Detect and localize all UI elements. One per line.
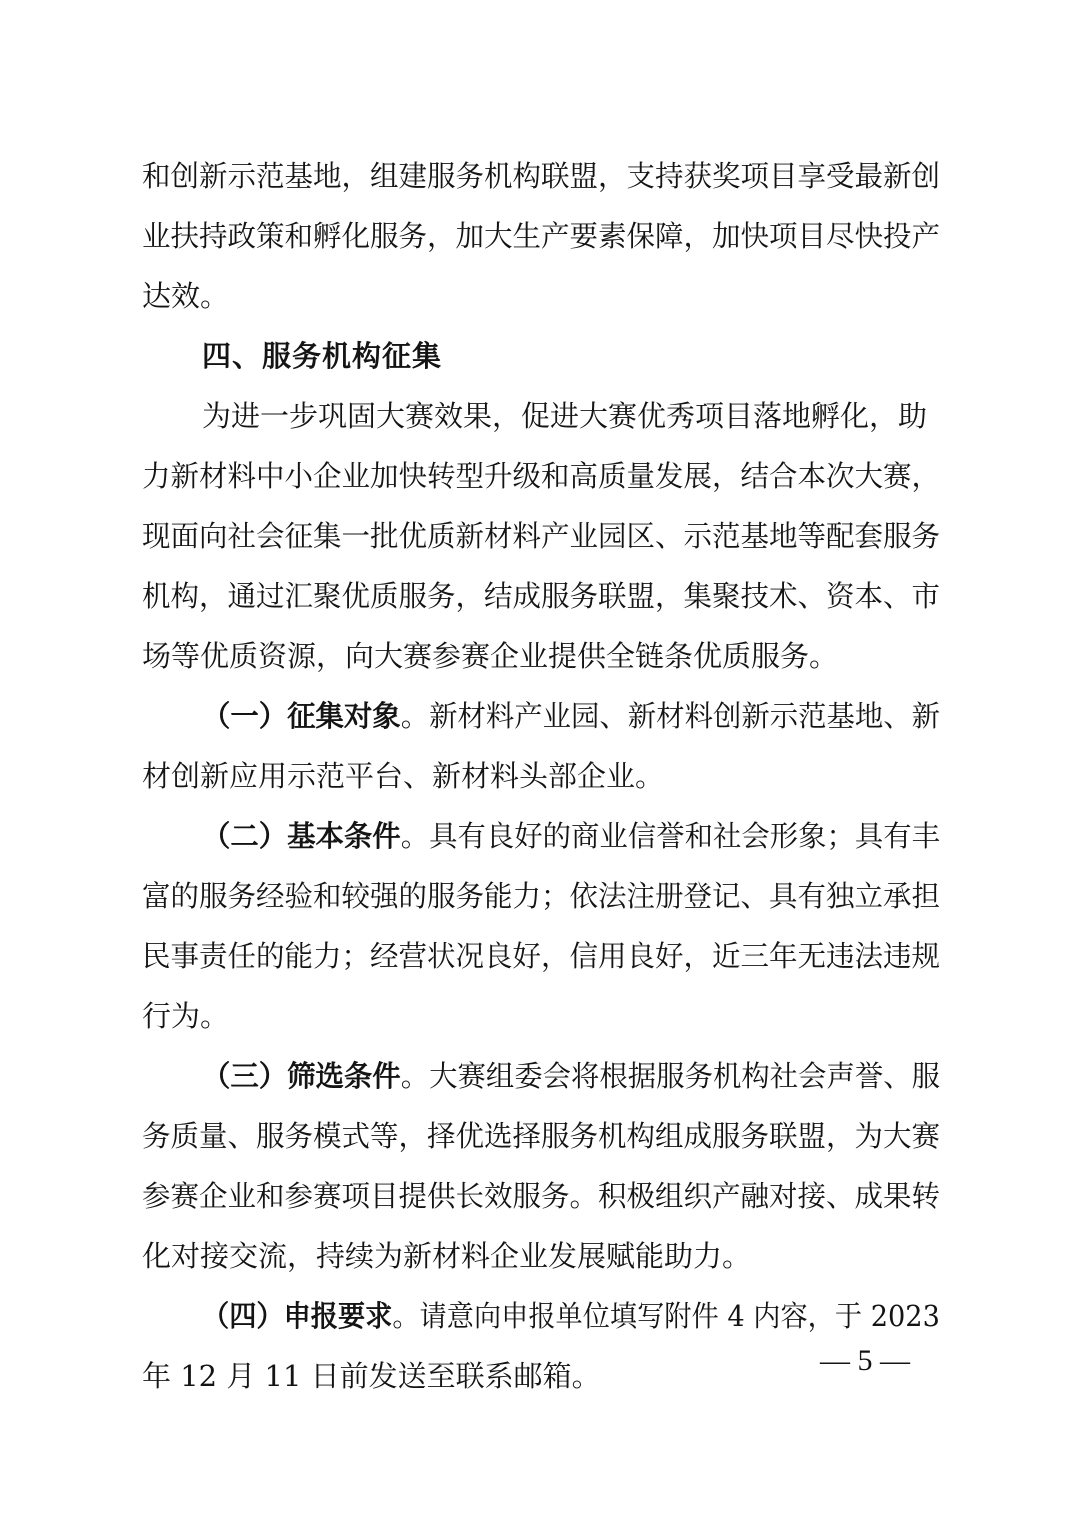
text-line (142, 265, 940, 325)
text-line (142, 385, 940, 445)
text-line (142, 1225, 940, 1285)
text-line (142, 685, 940, 745)
paragraph-text: 富的服务经验和较强的服务能力；依法注册登记、具有独立承担 (142, 879, 941, 913)
paragraph-first-line (202, 699, 941, 733)
page-number: — 5 — (820, 1344, 910, 1377)
paragraph-text: 参赛企业和参赛项目提供长效服务。积极组织产融对接、成果转 (142, 1179, 941, 1213)
paragraph-first-line (202, 1299, 940, 1333)
paragraph-text: 行为。 (142, 999, 230, 1033)
text-line (142, 1105, 940, 1165)
text-line (142, 805, 940, 865)
paragraph-text: 业扶持政策和孵化服务，加大生产要素保障，加快项目尽快投产 (142, 219, 941, 253)
paragraph-text: 现面向社会征集一批优质新材料产业园区、示范基地等配套服务 (142, 519, 941, 553)
paragraph-text: 。新材料产业园、新材料创新示范基地、新 (400, 699, 941, 733)
text-line (142, 745, 940, 805)
paragraph-first-line (202, 1059, 941, 1093)
section-heading: 四、服务机构征集 (202, 339, 443, 373)
paragraph-text: 材创新应用示范平台、新材料头部企业。 (142, 759, 665, 793)
text-line (142, 505, 940, 565)
paragraph-text: 。请意向申报单位填写附件 4 内容，于 2023 (392, 1299, 940, 1333)
text-line (142, 1045, 940, 1105)
paragraph-text: 机构，通过汇聚优质服务，结成服务联盟，集聚技术、资本、市 (142, 579, 941, 613)
text-line (142, 985, 940, 1045)
paragraph-text: 务质量、服务模式等，择优选择服务机构组成服务联盟，为大赛 (142, 1119, 941, 1153)
subsection-label: （三）筛选条件 (202, 1059, 401, 1093)
subsection-label: （一）征集对象 (202, 699, 401, 733)
paragraph-first-line (202, 819, 941, 853)
subsection-label: （二）基本条件 (202, 819, 401, 853)
text-line (142, 205, 940, 265)
text-line (142, 925, 940, 985)
paragraph-text: 和创新示范基地，组建服务机构联盟，支持获奖项目享受最新创 (142, 159, 941, 193)
paragraph-text: 为进一步巩固大赛效果，促进大赛优秀项目落地孵化，助 (202, 399, 928, 433)
text-line (142, 625, 940, 685)
paragraph-text: 。大赛组委会将根据服务机构社会声誉、服 (400, 1059, 941, 1093)
paragraph-text: 达效。 (142, 279, 230, 313)
paragraph-text: 年 12 月 11 日前发送至联系邮箱。 (142, 1359, 601, 1393)
text-line (142, 565, 940, 625)
text-line (142, 445, 940, 505)
subsection-label: （四）申报要求 (202, 1299, 393, 1333)
paragraph-text: 场等优质资源，向大赛参赛企业提供全链条优质服务。 (142, 639, 839, 673)
text-line (142, 1165, 940, 1225)
text-line (142, 325, 940, 385)
text-line (142, 865, 940, 925)
paragraph-text: 。具有良好的商业信誉和社会形象；具有丰 (400, 819, 941, 853)
document-page (142, 145, 940, 1405)
paragraph-text: 民事责任的能力；经营状况良好，信用良好，近三年无违法违规 (142, 939, 941, 973)
text-line (142, 1285, 940, 1345)
text-line (142, 145, 940, 205)
paragraph-text: 化对接交流，持续为新材料企业发展赋能助力。 (142, 1239, 752, 1273)
paragraph-text: 力新材料中小企业加快转型升级和高质量发展，结合本次大赛， (142, 459, 941, 493)
